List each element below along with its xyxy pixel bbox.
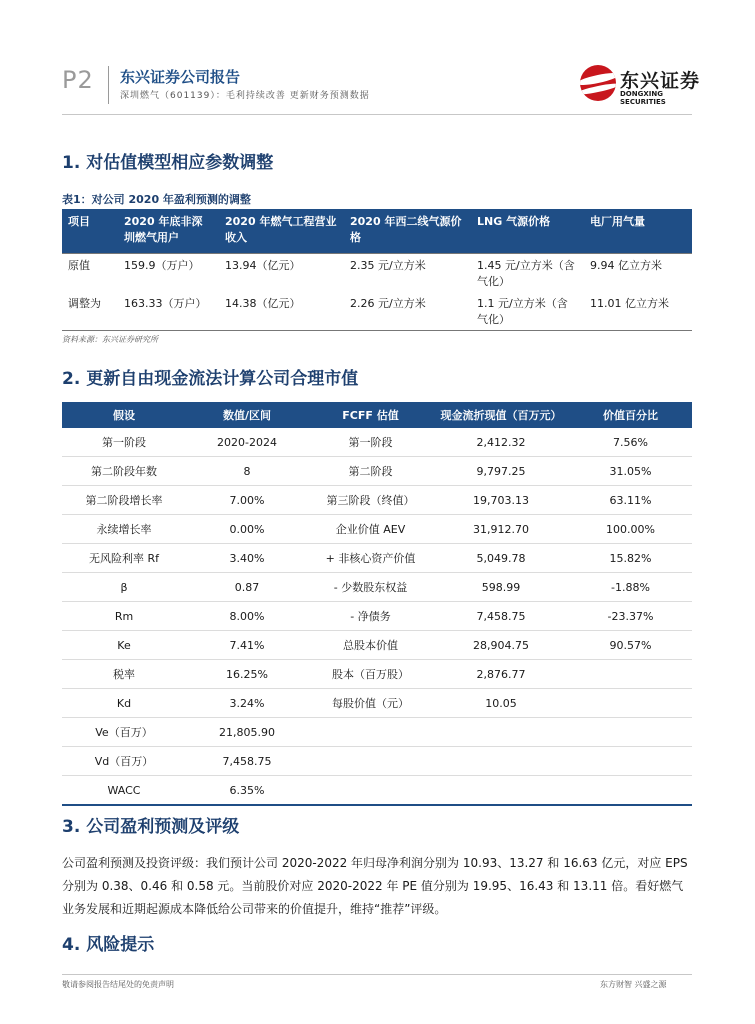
table-cell: 100.00%: [569, 515, 692, 544]
table-row: [62, 457, 692, 486]
table-cell: 90.57%: [569, 631, 692, 660]
table-cell: 31.05%: [569, 457, 692, 486]
table-cell: + 非核心资产价值: [308, 544, 433, 573]
table-cell: 2.26 元/立方米: [344, 292, 471, 331]
table-cell: [569, 776, 692, 806]
table-cell: 8: [186, 457, 308, 486]
table-cell: 14.38（亿元）: [219, 292, 344, 331]
column-header: 价值百分比: [569, 402, 692, 428]
table-row: [62, 573, 692, 602]
table-row: [62, 747, 692, 776]
table-cell: [433, 776, 569, 806]
column-header: 2020 年底非深圳燃气用户: [118, 209, 219, 253]
footer-slogan: 东方财智 兴盛之源: [600, 980, 667, 989]
table-cell: - 少数股东权益: [308, 573, 433, 602]
table-cell: 1.45 元/立方米（含气化）: [471, 253, 584, 292]
table-cell: [569, 660, 692, 689]
column-header: 假设: [62, 402, 186, 428]
table-cell: 6.35%: [186, 776, 308, 806]
table-cell: 28,904.75: [433, 631, 569, 660]
table-cell: 1.1 元/立方米（含气化）: [471, 292, 584, 331]
table-cell: 每股价值（元）: [308, 689, 433, 718]
page-number: P2: [62, 66, 94, 94]
table-cell: 2.35 元/立方米: [344, 253, 471, 292]
table-cell: 5,049.78: [433, 544, 569, 573]
table-cell: 19,703.13: [433, 486, 569, 515]
table-header-row: [62, 209, 692, 253]
table-cell: [308, 747, 433, 776]
table-cell: 2,876.77: [433, 660, 569, 689]
rating-paragraph: 公司盈利预测及投资评级：我们预计公司 2020-2022 年归母净利润分别为 10.93、13.27 和 16.63 亿元，对应 EPS 分别为 0.38、0.46 和 0.58 元。当前股价对应 2020-2022 年 PE 值分别为 19.95、16.43 和 13.11 倍。看好燃气业务发展和近期起源成本降低给公司带来的价值提升，维持“推荐”评级。: [62, 856, 688, 916]
column-header: 2020 年燃气工程营业收入: [219, 209, 344, 253]
table-cell: Rm: [62, 602, 186, 631]
table-cell: 无风险利率 Rf: [62, 544, 186, 573]
column-header: LNG 气源价格: [471, 209, 584, 253]
table-cell: 163.33（万户）: [118, 292, 219, 331]
footer-disclaimer: 敬请参阅报告结尾处的免责声明: [62, 980, 174, 989]
table-cell: 3.24%: [186, 689, 308, 718]
table-cell: 0.87: [186, 573, 308, 602]
table-cell: 税率: [62, 660, 186, 689]
table-cell: β: [62, 573, 186, 602]
table-cell: 9.94 亿立方米: [584, 253, 692, 292]
footer-rule: [62, 974, 692, 975]
table-cell: -23.37%: [569, 602, 692, 631]
table-cell: 7,458.75: [433, 602, 569, 631]
table-cell: 3.40%: [186, 544, 308, 573]
logo-mark-icon: [580, 65, 616, 101]
table-cell: - 净债务: [308, 602, 433, 631]
table-cell: 第二阶段年数: [62, 457, 186, 486]
header-divider: [108, 66, 109, 104]
table-row: [62, 292, 692, 331]
section-3-title: 3. 公司盈利预测及评级: [62, 817, 240, 837]
logo-text-en: DONGXING SECURITIES: [620, 90, 666, 106]
table-cell: 15.82%: [569, 544, 692, 573]
table-cell: Ve（百万）: [62, 718, 186, 747]
table-cell: 2,412.32: [433, 428, 569, 457]
fcff-table-body: [62, 428, 692, 805]
table-1-caption: 表1：对公司 2020 年盈利预测的调整: [62, 193, 251, 206]
table-cell: 调整为: [62, 292, 118, 331]
column-header: 项目: [62, 209, 118, 253]
column-header: 数值/区间: [186, 402, 308, 428]
table-row: [62, 602, 692, 631]
table-row: [62, 631, 692, 660]
report-title: 东兴证券公司报告: [120, 68, 241, 86]
table-cell: 第一阶段: [308, 428, 433, 457]
logo-text-cn: 东兴证券: [620, 70, 701, 92]
table-cell: 7.41%: [186, 631, 308, 660]
table-row: [62, 515, 692, 544]
table-cell: 31,912.70: [433, 515, 569, 544]
table-cell: Ke: [62, 631, 186, 660]
table-cell: 企业价值 AEV: [308, 515, 433, 544]
table-row: [62, 428, 692, 457]
table-cell: 7,458.75: [186, 747, 308, 776]
table-cell: 第一阶段: [62, 428, 186, 457]
table-cell: -1.88%: [569, 573, 692, 602]
table-cell: [569, 747, 692, 776]
table-cell: 股本（百万股）: [308, 660, 433, 689]
report-subtitle: 深圳燃气（601139）：毛利持续改善 更新财务预测数据: [120, 91, 370, 101]
column-header: 电厂用气量: [584, 209, 692, 253]
table-cell: Vd（百万）: [62, 747, 186, 776]
table-cell: 63.11%: [569, 486, 692, 515]
table-cell: 总股本价值: [308, 631, 433, 660]
fcff-valuation-table: [62, 402, 692, 806]
table-cell: Kd: [62, 689, 186, 718]
table-cell: 2020-2024: [186, 428, 308, 457]
table-header-row: [62, 402, 692, 428]
table-row: [62, 776, 692, 806]
table-cell: 21,805.90: [186, 718, 308, 747]
table-cell: [433, 718, 569, 747]
dongxing-logo: [580, 64, 701, 106]
table-row: [62, 544, 692, 573]
table-cell: 9,797.25: [433, 457, 569, 486]
adjustment-table: [62, 209, 692, 331]
table-cell: [308, 776, 433, 806]
table-row: [62, 486, 692, 515]
table-cell: 第二阶段增长率: [62, 486, 186, 515]
table-source: 资料来源：东兴证券研究所: [62, 335, 158, 344]
table-cell: 0.00%: [186, 515, 308, 544]
column-header: 2020 年西二线气源价格: [344, 209, 471, 253]
table-cell: 8.00%: [186, 602, 308, 631]
table-cell: 13.94（亿元）: [219, 253, 344, 292]
table-cell: 原值: [62, 253, 118, 292]
table-cell: [433, 747, 569, 776]
table-cell: 159.9（万户）: [118, 253, 219, 292]
table-cell: 第二阶段: [308, 457, 433, 486]
table-row: [62, 660, 692, 689]
table-row: [62, 718, 692, 747]
table-cell: [308, 718, 433, 747]
table-row: [62, 689, 692, 718]
table-cell: 永续增长率: [62, 515, 186, 544]
table-cell: 598.99: [433, 573, 569, 602]
table-cell: 第三阶段（终值）: [308, 486, 433, 515]
table-row: [62, 253, 692, 292]
section-4-title: 4. 风险提示: [62, 935, 155, 955]
section-1-title: 1. 对估值模型相应参数调整: [62, 153, 274, 173]
table-cell: [569, 718, 692, 747]
table-cell: 11.01 亿立方米: [584, 292, 692, 331]
table-cell: WACC: [62, 776, 186, 806]
column-header: FCFF 估值: [308, 402, 433, 428]
table-cell: 7.00%: [186, 486, 308, 515]
column-header: 现金流折现值（百万元）: [433, 402, 569, 428]
table-cell: 10.05: [433, 689, 569, 718]
table-cell: 7.56%: [569, 428, 692, 457]
header-rule: [62, 114, 692, 115]
table-cell: [569, 689, 692, 718]
table-cell: 16.25%: [186, 660, 308, 689]
section-2-title: 2. 更新自由现金流法计算公司合理市值: [62, 369, 359, 389]
